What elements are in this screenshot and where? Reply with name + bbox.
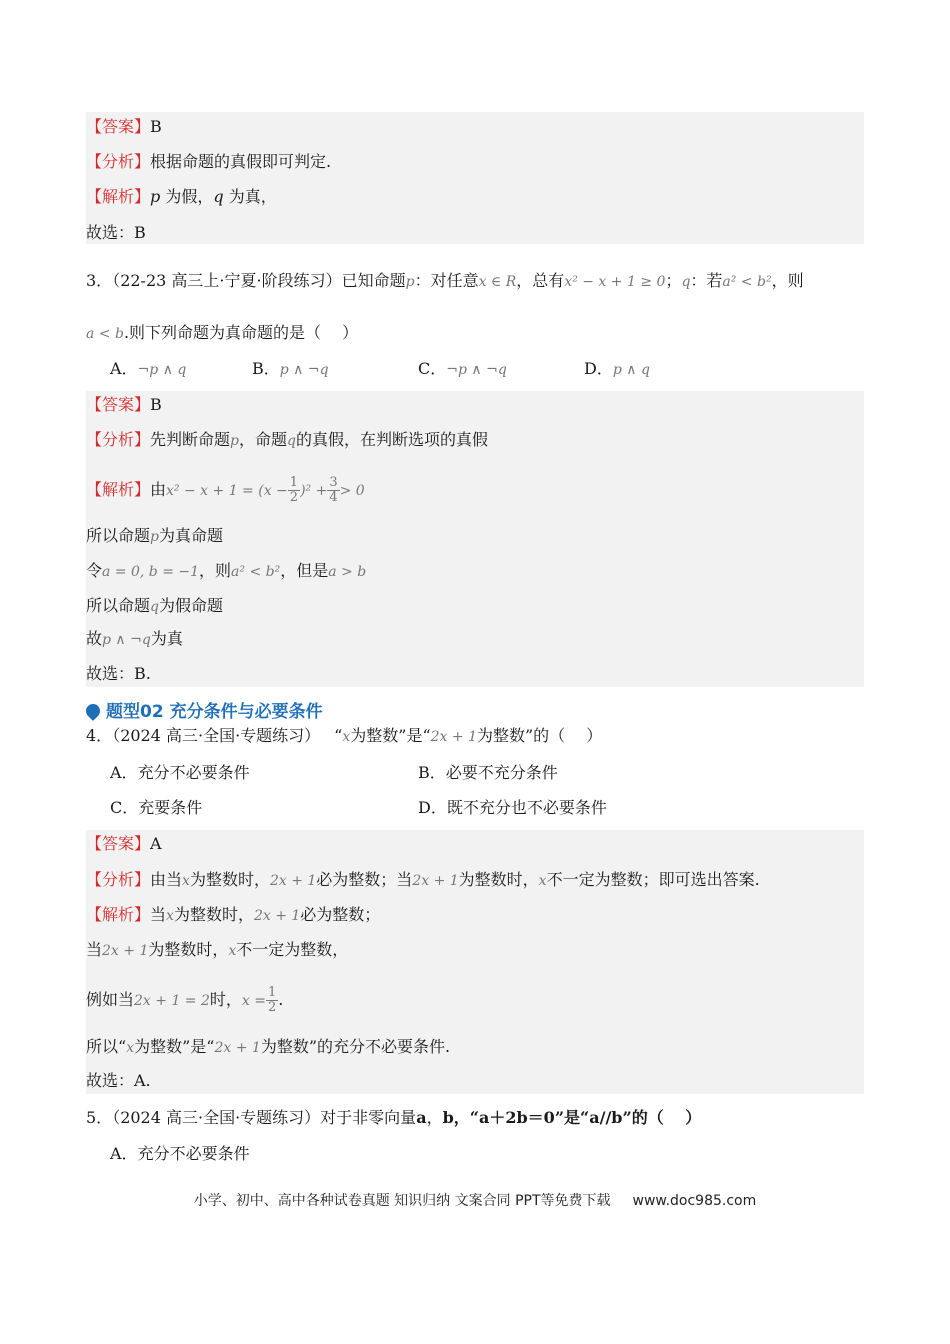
- solution-text: 为整数时，: [148, 940, 229, 959]
- solution-step-1: [86, 525, 223, 548]
- question-source: （2024 高三·全国·专题练习）: [112, 1108, 321, 1127]
- analysis-label: 【分析】: [86, 152, 151, 171]
- conclusion-text: 故选：A.: [86, 1071, 151, 1090]
- option-label: A．: [110, 763, 138, 782]
- page-footer: [0, 1190, 950, 1210]
- option-a: [110, 1143, 250, 1165]
- math-2x-plus-1: 2x + 1: [102, 943, 149, 959]
- answer-label: 【答案】: [86, 117, 151, 136]
- conclusion-line: [86, 1070, 151, 1092]
- answer-label: 【答案】: [86, 395, 151, 414]
- solution-text: 为整数时，: [173, 905, 254, 924]
- question-4-stem: [86, 725, 602, 748]
- math-2x-plus-1: 2x + 1: [430, 729, 477, 745]
- option-d: [418, 797, 607, 819]
- answer-line: [86, 394, 162, 416]
- solution-text: ，但是: [280, 561, 329, 580]
- math-expression: a² < b²: [231, 564, 281, 580]
- question-text: “: [334, 726, 343, 745]
- option-b: [252, 358, 329, 381]
- math-expression: 2x + 1 = 2: [134, 993, 210, 1009]
- question-text: ；: [665, 271, 682, 290]
- math-expression: a = 0, b = −1: [102, 564, 200, 580]
- section-heading: [86, 697, 323, 722]
- solution-line: [86, 476, 365, 505]
- answer-value: A: [150, 834, 162, 853]
- math-x: x: [182, 873, 190, 889]
- solution-label: 【解析】: [86, 905, 151, 924]
- option-text: 充分不必要条件: [137, 1144, 250, 1163]
- option-expr: ¬p ∧ q: [137, 362, 187, 378]
- option-label: C．: [418, 359, 447, 378]
- solution-text: 所以“: [86, 1037, 127, 1056]
- analysis-label: 【分析】: [86, 870, 151, 889]
- fraction-one-half: [288, 476, 300, 505]
- conclusion-text: 故选：B.: [86, 664, 151, 683]
- analysis-text: ，命题: [239, 430, 288, 449]
- footer-link[interactable]: www.doc985.com: [632, 1193, 757, 1209]
- solution-text: 由: [150, 480, 167, 499]
- option-label: B．: [252, 359, 280, 378]
- answer-value: B: [150, 117, 162, 136]
- math-x: x: [538, 873, 547, 889]
- option-label: A．: [110, 1144, 138, 1163]
- analysis-label: 【分析】: [86, 430, 151, 449]
- option-text: 必要不充分条件: [445, 763, 558, 782]
- option-expr: p ∧ q: [612, 362, 650, 378]
- solution-step-1: [86, 939, 348, 962]
- math-x: x: [166, 908, 174, 924]
- question-text: ：对任意: [414, 271, 479, 290]
- math-2x-plus-1: 2x + 1: [253, 908, 301, 924]
- solution-text: 为真命题: [158, 526, 223, 545]
- analysis-text: 必为整数；当: [316, 870, 413, 889]
- conclusion-line: [86, 663, 151, 685]
- answer-line: [86, 833, 162, 855]
- analysis-text: 为整数时，: [189, 870, 270, 889]
- option-c: [418, 358, 507, 381]
- answer-value: B: [150, 395, 162, 414]
- math-x-in-R: x ∈ R: [478, 274, 517, 290]
- math-x: x: [228, 943, 237, 959]
- math-a-lt-b: a < b: [86, 326, 124, 342]
- math-2x-plus-1: 2x + 1: [214, 1040, 261, 1056]
- question-text: 对于非零向量: [320, 1108, 417, 1127]
- math-expression: x =: [241, 993, 266, 1009]
- solution-label: 【解析】: [86, 480, 151, 499]
- question-3-stem: [86, 270, 804, 293]
- math-a2-lt-b2: a² < b²: [722, 274, 772, 290]
- option-label: D．: [584, 359, 613, 378]
- analysis-text: 为整数时，: [458, 870, 539, 889]
- fraction-numerator: 3: [329, 475, 338, 490]
- conclusion-line: [86, 222, 146, 244]
- solution-text: 为假，: [160, 187, 214, 206]
- math-q: q: [287, 433, 296, 449]
- math-expression: a > b: [328, 564, 367, 580]
- math-2x-plus-1: 2x + 1: [269, 873, 317, 889]
- option-text: 充要条件: [138, 798, 203, 817]
- math-x: x: [342, 729, 351, 745]
- answer-line: [86, 116, 162, 138]
- solution-text: 时，: [209, 990, 242, 1009]
- solution-line: [86, 904, 380, 927]
- math-expression: x² − x + 1 = (x −: [166, 483, 288, 499]
- section-title: 02 充分条件与必要条件: [140, 702, 323, 722]
- solution-text: 所以命题: [86, 596, 151, 615]
- solution-text: 不一定为整数，: [236, 940, 349, 959]
- solution-text: 为假命题: [158, 596, 223, 615]
- question-text: ：若: [690, 271, 723, 290]
- option-b: [418, 762, 558, 784]
- question-number: 5．: [86, 1108, 113, 1127]
- answer-box-q2: [86, 112, 864, 244]
- solution-text: 为真，: [223, 187, 277, 206]
- solution-line: [86, 186, 277, 208]
- question-number: 4．: [86, 726, 113, 745]
- option-label: B．: [418, 763, 446, 782]
- conclusion-text: 故选：B: [86, 223, 146, 242]
- question-3-stem-cont: [86, 322, 358, 345]
- solution-text: ，则: [199, 561, 232, 580]
- math-expression: )² +: [300, 483, 328, 499]
- analysis-text: 不一定为整数；即可选出答案.: [546, 870, 760, 889]
- vector-b: b: [442, 1108, 454, 1127]
- question-text: ”是“: [554, 1108, 590, 1127]
- math-p: p: [405, 274, 415, 290]
- condition-2: a//b: [589, 1108, 623, 1127]
- option-c: [110, 797, 202, 819]
- question-source: （22-23 高三上·宁夏·阶段练习）: [112, 271, 342, 290]
- analysis-line: [86, 151, 331, 173]
- answer-label: 【答案】: [86, 834, 151, 853]
- footer-text: 小学、初中、高中各种试卷真题 知识归纳 文案合同 PPT等免费下载: [193, 1193, 611, 1209]
- analysis-line: [86, 429, 488, 452]
- math-q: q: [681, 274, 691, 290]
- analysis-text: 根据命题的真假即可判定.: [150, 152, 332, 171]
- option-d: [584, 358, 650, 381]
- math-q: q: [150, 599, 159, 615]
- solution-text: 为整数”的充分不必要条件.: [260, 1037, 451, 1056]
- option-a: [110, 358, 186, 381]
- math-x: x: [126, 1040, 135, 1056]
- solution-text: 必为整数；: [300, 905, 381, 924]
- solution-text: 令: [86, 561, 103, 580]
- math-p: p: [230, 433, 239, 449]
- math-p: p: [150, 529, 159, 545]
- question-source: （2024 高三·全国·专题练习）: [112, 726, 321, 745]
- option-text: 充分不必要条件: [137, 763, 250, 782]
- analysis-text: 由当: [150, 870, 183, 889]
- question-text: 为整数”是“: [350, 726, 431, 745]
- option-label: D．: [418, 798, 447, 817]
- solution-step-2: [86, 560, 366, 583]
- solution-text: 故: [86, 629, 103, 648]
- analysis-text: 的真假，在判断选项的真假: [295, 430, 488, 449]
- solution-text: 所以命题: [86, 526, 151, 545]
- question-text: 已知命题: [341, 271, 406, 290]
- question-5-stem: [86, 1107, 701, 1129]
- question-text: ，“: [453, 1108, 479, 1127]
- option-expr: ¬p ∧ ¬q: [446, 362, 507, 378]
- question-text: ，: [426, 1108, 443, 1127]
- section-prefix: 题型: [106, 702, 140, 722]
- option-text: 既不充分也不必要条件: [446, 798, 607, 817]
- fraction-denominator: 2: [268, 1000, 277, 1015]
- fraction-three-quarters: [327, 476, 339, 505]
- solution-text: 为整数”是“: [134, 1037, 215, 1056]
- math-q: q: [213, 187, 224, 206]
- solution-step-3: [86, 595, 223, 618]
- option-a: [110, 762, 250, 784]
- math-expression: p ∧ ¬q: [102, 632, 151, 648]
- question-text: ，则: [771, 271, 804, 290]
- question-number: 3．: [86, 271, 113, 290]
- question-text: ”的（ ）: [622, 1108, 702, 1127]
- option-label: C．: [110, 798, 139, 817]
- question-text: 为整数”的（ ）: [476, 726, 603, 745]
- analysis-text: 先判断命题: [150, 430, 231, 449]
- solution-step-2: [86, 986, 283, 1015]
- vector-a: a: [416, 1108, 427, 1127]
- question-text: .则下列命题为真命题的是（ ）: [123, 323, 359, 342]
- solution-text: 当: [86, 940, 103, 959]
- solution-text: 当: [150, 905, 167, 924]
- map-pin-icon: [83, 701, 103, 721]
- solution-text: 例如当: [86, 990, 135, 1009]
- solution-step-3: [86, 1036, 450, 1059]
- fraction-numerator: 1: [289, 475, 299, 490]
- fraction-denominator: 4: [329, 490, 338, 505]
- condition-1: a＋2b＝0: [478, 1108, 555, 1127]
- analysis-line: [86, 869, 760, 892]
- math-expression: > 0: [339, 483, 365, 499]
- fraction-denominator: 2: [289, 490, 299, 505]
- option-expr: p ∧ ¬q: [279, 362, 329, 378]
- question-text: ，总有: [516, 271, 565, 290]
- fraction-one-half: [266, 986, 278, 1015]
- math-2x-plus-1: 2x + 1: [412, 873, 459, 889]
- solution-label: 【解析】: [86, 187, 151, 206]
- fraction-numerator: 1: [268, 985, 277, 1000]
- solution-step-4: [86, 628, 183, 651]
- math-p: p: [150, 187, 161, 206]
- solution-text: 为真: [150, 629, 183, 648]
- solution-text: .: [278, 990, 284, 1009]
- option-label: A．: [110, 359, 138, 378]
- math-inequality: x² − x + 1 ≥ 0: [564, 274, 666, 290]
